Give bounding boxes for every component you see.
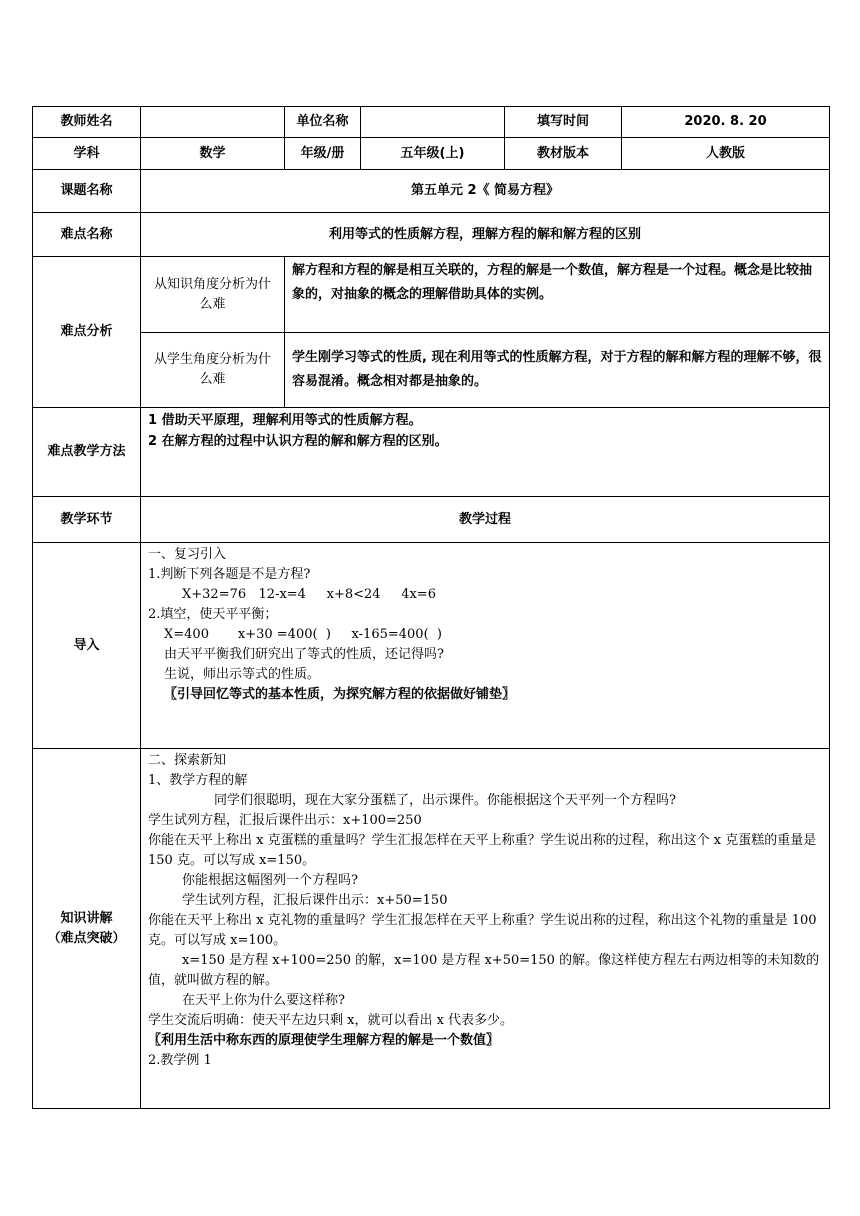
intro-line: 1.判断下列各题是不是方程? bbox=[148, 567, 311, 582]
process-header: 教学过程 bbox=[141, 497, 830, 543]
topic-label: 课题名称 bbox=[33, 170, 141, 213]
intro-line: 一、复习引入 bbox=[148, 547, 227, 562]
grade-label: 年级/册 bbox=[285, 138, 361, 170]
teacher-value bbox=[141, 107, 285, 138]
intro-note: 〖引导回忆等式的基本性质，为探究解方程的依据做好铺垫〗 bbox=[164, 687, 516, 702]
grade-value: 五年级(上) bbox=[361, 138, 505, 170]
intro-line: 2.填空，使天平平衡； bbox=[148, 607, 278, 622]
intro-line: X+32=76 12-x=4 x+8<24 4x=6 bbox=[182, 587, 436, 602]
teacher-label: 教师姓名 bbox=[33, 107, 141, 138]
intro-label: 导入 bbox=[33, 543, 141, 749]
topic-value: 第五单元 2《 简易方程》 bbox=[141, 170, 830, 213]
unit-value bbox=[361, 107, 505, 138]
unit-label: 单位名称 bbox=[285, 107, 361, 138]
knowledge-line: x=150 是方程 x+100=250 的解，x=100 是方程 x+50=150 的解。像这样使方程左右两边相等的未知数的值，就叫做方程的解。 bbox=[148, 953, 820, 988]
knowledge-angle-label: 从知识角度分析为什么难 bbox=[141, 257, 285, 333]
student-angle-text: 学生刚学习等式的性质, 现在利用等式的性质解方程，对于方程的解和解方程的理解不够，很容易混淆。概念相对都是抽象的。 bbox=[285, 333, 830, 408]
analysis-row-1 bbox=[33, 257, 830, 333]
intro-row bbox=[33, 543, 830, 749]
difficulty-row bbox=[33, 213, 830, 257]
difficulty-label: 难点名称 bbox=[33, 213, 141, 257]
knowledge-line: 学生试列方程，汇报后课件出示：x+50=150 bbox=[182, 893, 448, 908]
header-row-2 bbox=[33, 138, 830, 170]
difficulty-value: 利用等式的性质解方程，理解方程的解和解方程的区别 bbox=[141, 213, 830, 257]
date-label: 填写时间 bbox=[505, 107, 622, 138]
method-label: 难点教学方法 bbox=[33, 408, 141, 497]
student-angle-label: 从学生角度分析为什么难 bbox=[141, 333, 285, 408]
intro-line: 生说，师出示等式的性质。 bbox=[164, 667, 321, 682]
knowledge-line: 2.教学例 1 bbox=[148, 1053, 212, 1068]
knowledge-line: 二、探索新知 bbox=[148, 753, 227, 768]
knowledge-label-line-1: 知识讲解 bbox=[60, 910, 113, 926]
intro-content bbox=[141, 543, 830, 749]
edition-label: 教材版本 bbox=[505, 138, 622, 170]
analysis-row-2 bbox=[33, 333, 830, 408]
knowledge-label-line-2: （难点突破） bbox=[47, 930, 126, 946]
knowledge-line: 学生试列方程，汇报后课件出示：x+100=250 bbox=[148, 813, 422, 828]
knowledge-line: 1、教学方程的解 bbox=[148, 773, 248, 788]
knowledge-angle-text: 解方程和方程的解是相互关联的，方程的解是一个数值，解方程是一个过程。概念是比较抽象的，对抽象的概念的理解借助具体的实例。 bbox=[285, 257, 830, 333]
intro-line: X=400 x+30 =400( ) x-165=400( ) bbox=[164, 627, 442, 642]
knowledge-content bbox=[141, 749, 830, 1109]
analysis-label: 难点分析 bbox=[33, 257, 141, 408]
knowledge-line: 你能在天平上称出 x 克礼物的重量吗？学生汇报怎样在天平上称重？学生说出称的过程，称出这个礼物的重量是 100 克。可以写成 x=100。 bbox=[148, 913, 817, 948]
stage-header: 教学环节 bbox=[33, 497, 141, 543]
header-row-1 bbox=[33, 107, 830, 138]
knowledge-note: 〖利用生活中称东西的原理使学生理解方程的解是一个数值〗 bbox=[148, 1033, 500, 1048]
edition-value: 人教版 bbox=[622, 138, 830, 170]
knowledge-row bbox=[33, 749, 830, 1109]
method-line-1: 1 借助天平原理，理解利用等式的性质解方程。 bbox=[148, 413, 422, 428]
date-value: 2020. 8. 20 bbox=[622, 107, 830, 138]
method-content bbox=[141, 408, 830, 497]
method-row bbox=[33, 408, 830, 497]
knowledge-line: 你能在天平上称出 x 克蛋糕的重量吗？学生汇报怎样在天平上称重？学生说出称的过程，称出这个 x 克蛋糕的重量是 150 克。可以写成 x=150。 bbox=[148, 833, 817, 868]
intro-line: 由天平平衡我们研究出了等式的性质，还记得吗? bbox=[164, 647, 444, 662]
knowledge-line: 在天平上你为什么要这样称? bbox=[182, 993, 345, 1008]
knowledge-label bbox=[33, 749, 141, 1109]
knowledge-line: 学生交流后明确：使天平左边只剩 x，就可以看出 x 代表多少。 bbox=[148, 1013, 514, 1028]
topic-row bbox=[33, 170, 830, 213]
knowledge-line: 同学们很聪明，现在大家分蛋糕了，出示课件。你能根据这个天平列一个方程吗? bbox=[214, 793, 676, 808]
process-header-row bbox=[33, 497, 830, 543]
subject-label: 学科 bbox=[33, 138, 141, 170]
knowledge-line: 你能根据这幅图列一个方程吗? bbox=[182, 873, 358, 888]
method-line-2: 2 在解方程的过程中认识方程的解和解方程的区别。 bbox=[148, 434, 448, 449]
lesson-plan-table bbox=[32, 106, 830, 1109]
subject-value: 数学 bbox=[141, 138, 285, 170]
